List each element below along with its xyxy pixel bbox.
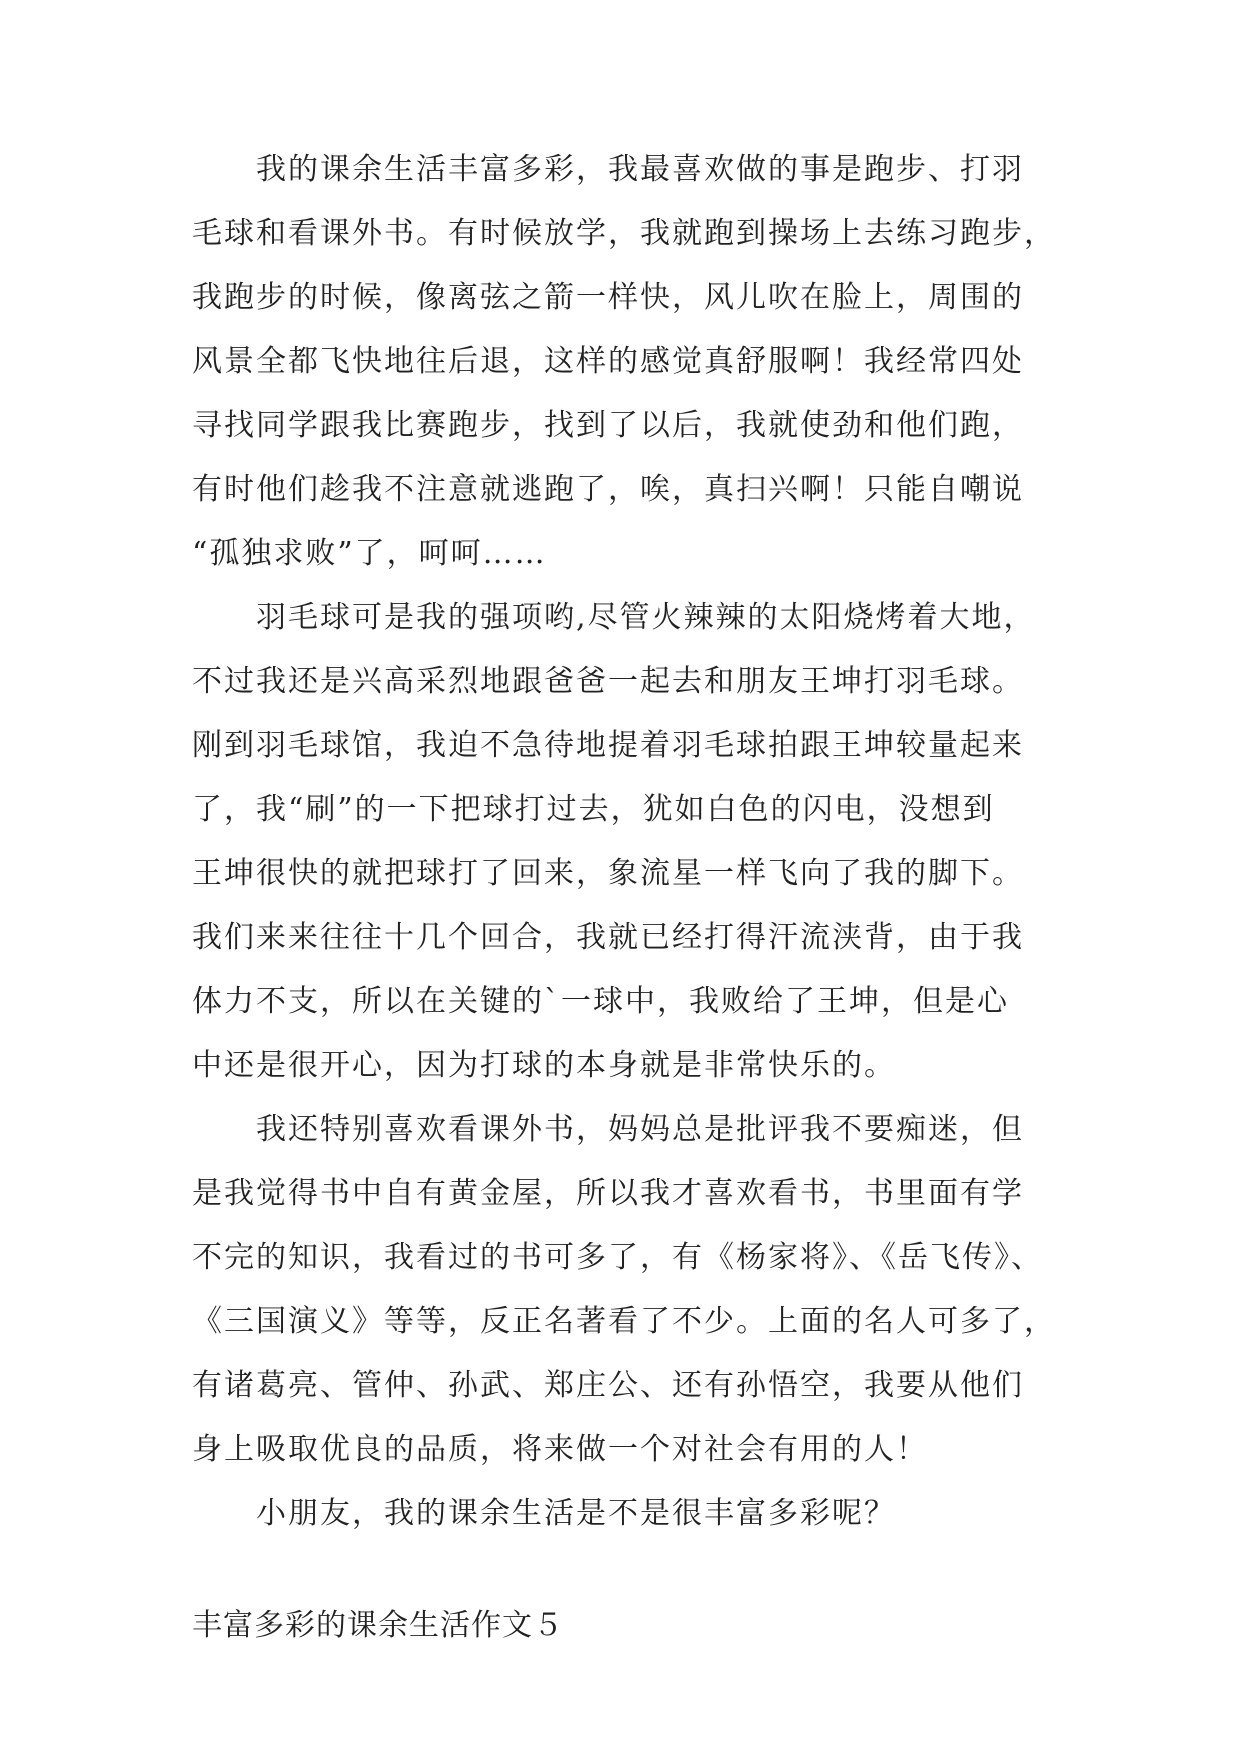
paragraph-3-line-4: 《三国演义》等等，反正名著看了不少。上面的名人可多了， bbox=[192, 1304, 1056, 1339]
paragraph-3-line-3: 不完的知识，我看过的书可多了，有《杨家将》、《岳飞传》、 bbox=[192, 1240, 1043, 1275]
paragraph-1-line-1: 我的课余生活丰富多彩，我最喜欢做的事是跑步、打羽 bbox=[256, 152, 1024, 187]
paragraph-3-line-2: 是我觉得书中自有黄金屋，所以我才喜欢看书，书里面有学 bbox=[192, 1176, 1024, 1211]
paragraph-2-line-2: 不过我还是兴高采烈地跟爸爸一起去和朋友王坤打羽毛球。 bbox=[192, 664, 1024, 699]
paragraph-1-line-5: 寻找同学跟我比赛跑步，找到了以后，我就使劲和他们跑， bbox=[192, 408, 1024, 443]
paragraph-1-line-3: 我跑步的时候，像离弦之箭一样快，风儿吹在脸上，周围的 bbox=[192, 280, 1024, 315]
paragraph-1-line-7: “孤独求败”了，呵呵…… bbox=[192, 536, 547, 571]
section-heading: 丰富多彩的课余生活作文５ bbox=[192, 1608, 564, 1643]
paragraph-2-line-5: 王坤很快的就把球打了回来，象流星一样飞向了我的脚下。 bbox=[192, 856, 1024, 891]
paragraph-2-line-8: 中还是很开心，因为打球的本身就是非常快乐的。 bbox=[192, 1048, 896, 1083]
paragraph-3-line-1: 我还特别喜欢看课外书，妈妈总是批评我不要痴迷，但 bbox=[256, 1112, 1024, 1147]
paragraph-4-line-1: 小朋友，我的课余生活是不是很丰富多彩呢？ bbox=[256, 1496, 896, 1531]
paragraph-1-line-4: 风景全都飞快地往后退，这样的感觉真舒服啊！我经常四处 bbox=[192, 344, 1024, 379]
paragraph-2-line-3: 刚到羽毛球馆，我迫不急待地提着羽毛球拍跟王坤较量起来 bbox=[192, 728, 1024, 763]
paragraph-2-line-6: 我们来来往往十几个回合，我就已经打得汗流浃背，由于我 bbox=[192, 920, 1024, 955]
paragraph-3-line-5: 有诸葛亮、管仲、孙武、郑庄公、还有孙悟空，我要从他们 bbox=[192, 1368, 1024, 1403]
paragraph-2-line-1: 羽毛球可是我的强项哟,尽管火辣辣的太阳烧烤着大地， bbox=[256, 600, 1036, 635]
paragraph-3-line-6: 身上吸取优良的品质，将来做一个对社会有用的人！ bbox=[192, 1432, 928, 1467]
paragraph-2-line-7: 体力不支，所以在关键的`一球中，我败给了王坤，但是心 bbox=[192, 984, 1009, 1019]
paragraph-1-line-6: 有时他们趁我不注意就逃跑了，唉，真扫兴啊！只能自嘲说 bbox=[192, 472, 1024, 507]
paragraph-1-line-2: 毛球和看课外书。有时候放学，我就跑到操场上去练习跑步， bbox=[192, 216, 1056, 251]
paragraph-2-line-4: 了，我“刷”的一下把球打过去，犹如白色的闪电，没想到 bbox=[192, 792, 995, 827]
